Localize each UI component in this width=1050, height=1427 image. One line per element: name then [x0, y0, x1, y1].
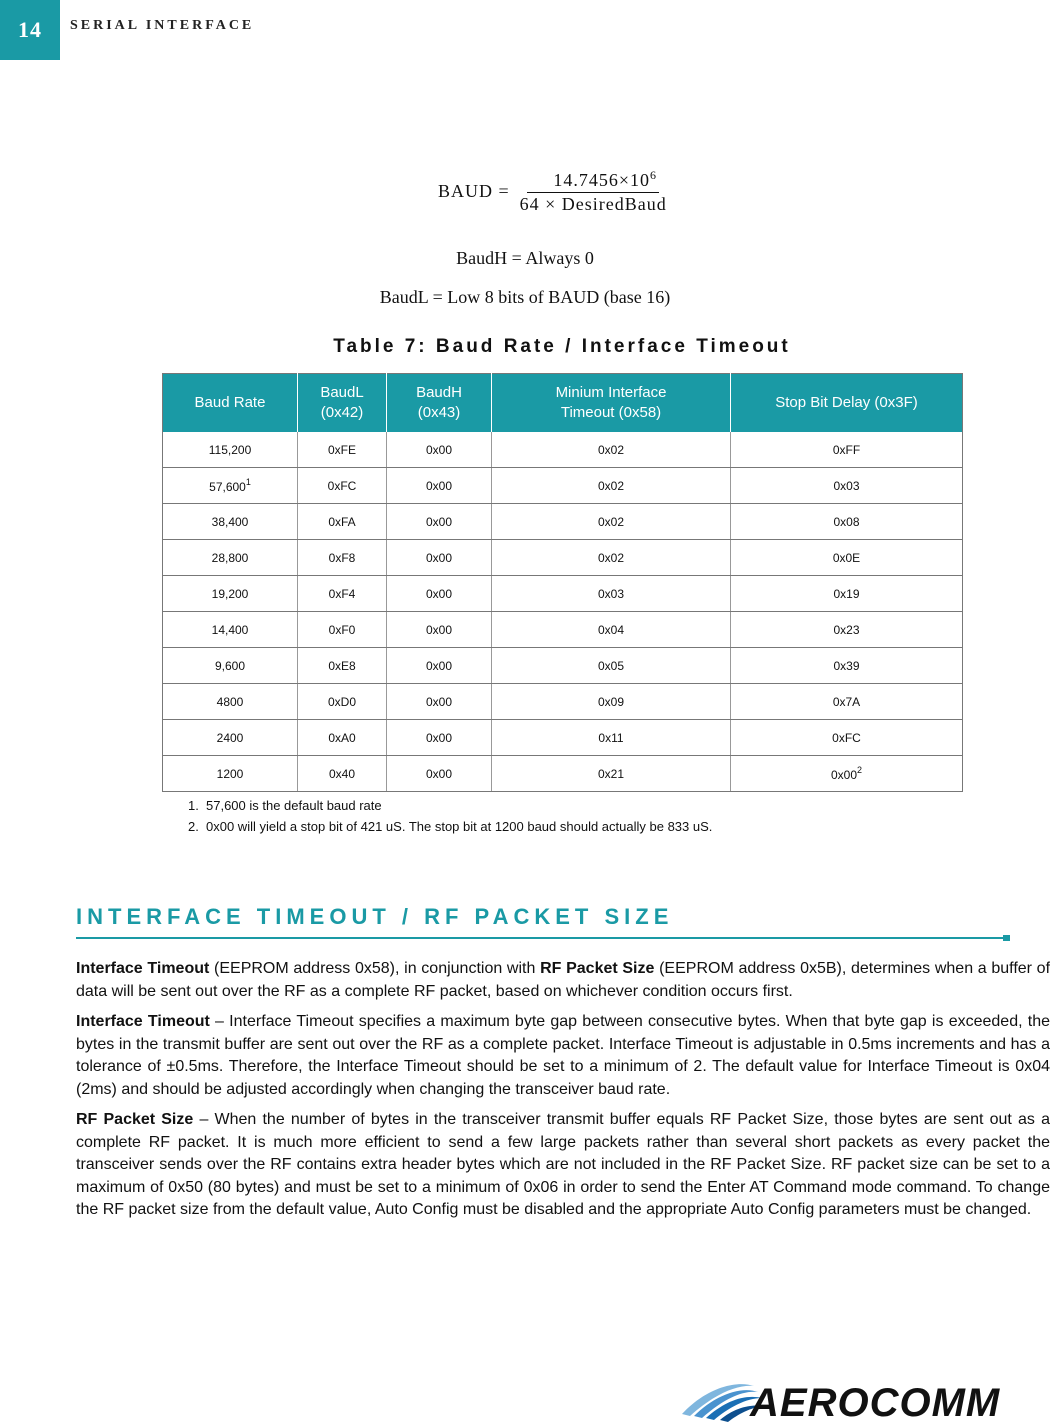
cell-baudh: 0x00 — [387, 684, 492, 720]
cell-baudl: 0xFC — [298, 468, 387, 504]
cell-stop: 0xFF — [731, 432, 963, 468]
cell-baudl: 0xFE — [298, 432, 387, 468]
table-row — [163, 576, 963, 612]
aerocomm-logo-graphic — [676, 1376, 1038, 1422]
term-rf-packet-size: RF Packet Size — [76, 1111, 194, 1128]
cell-baud: 1200 — [163, 756, 298, 792]
cell-baudh: 0x00 — [387, 576, 492, 612]
section-rule — [76, 937, 1006, 939]
paragraph-rf-packet-size: RF Packet Size – When the number of bytes in the transceiver transmit buffer equals RF Packet Size, those bytes are sent out as a complete RF packet. It is much more efficient to send a few large packets rather than several short packets as every packet the transceiver sends over the RF contains extra header bytes which are not included in the RF Packet Size. RF packet size can be set to a maximum of 0x50 (80 bytes) and must be set to a minimum of 0x06 in order to send the Enter AT Command mode command. To change the RF packet size from the default value, Auto Config must be disabled and the appropriate Auto Config parameters must be changed. — [76, 1111, 1050, 1218]
cell-baud: 9,600 — [163, 648, 298, 684]
cell-stop: 0x19 — [731, 576, 963, 612]
cell-baudh: 0x00 — [387, 540, 492, 576]
running-head: SERIAL INTERFACE — [70, 18, 255, 33]
cell-baudl: 0xD0 — [298, 684, 387, 720]
cell-baudl: 0xFA — [298, 504, 387, 540]
baud-formula — [438, 168, 667, 215]
baud-denominator: 64 × DesiredBaud — [519, 194, 667, 214]
cell-timeout: 0x04 — [492, 612, 731, 648]
section-body — [76, 958, 1050, 1230]
cell-baudh: 0x00 — [387, 504, 492, 540]
cell-baudl: 0x40 — [298, 756, 387, 792]
paragraph-interface-timeout: Interface Timeout – Interface Timeout specifies a maximum byte gap between consecutive bytes. When that byte gap is exceeded, the bytes in the transmit buffer are sent out over the RF as a complete packet. Interface Timeout is adjustable in 0.5ms increments and has a tolerance of ±0.5ms. Therefore, the Interface Timeout should be set to a minimum of 2. The default value for Interface Timeout is 0x04 (2ms) and should be adjusted accordingly when changing the transceiver baud rate. — [76, 1013, 1050, 1098]
cell-stop: 0x23 — [731, 612, 963, 648]
cell-timeout: 0x02 — [492, 432, 731, 468]
header-interface-timeout: Minium Interface Timeout (0x58) — [492, 374, 731, 433]
cell-baud: 4800 — [163, 684, 298, 720]
baud-numerator-exponent: 6 — [650, 168, 658, 182]
cell-baudl: 0xF8 — [298, 540, 387, 576]
section-rule-end-marker — [1003, 935, 1010, 941]
cell-baudl: 0xF0 — [298, 612, 387, 648]
cell-baudl: 0xE8 — [298, 648, 387, 684]
cell-baud: 28,800 — [163, 540, 298, 576]
table-footnotes — [188, 795, 712, 837]
footnote: 1. 57,600 is the default baud rate — [188, 798, 382, 813]
cell-baudh: 0x00 — [387, 612, 492, 648]
table-row — [163, 432, 963, 468]
baud-numerator — [527, 168, 659, 193]
cell-baudh: 0x00 — [387, 648, 492, 684]
footnote-marker: 2 — [857, 765, 863, 775]
header-stop-bit-delay: Stop Bit Delay (0x3F) — [731, 374, 963, 433]
cell-timeout: 0x11 — [492, 720, 731, 756]
cell-stop: 0x39 — [731, 648, 963, 684]
cell-stop: 0xFC — [731, 720, 963, 756]
baud-formula-lhs: BAUD = — [438, 181, 510, 201]
paragraph-intro: Interface Timeout (EEPROM address 0x58), in conjunction with RF Packet Size (EEPROM address 0x5B), determines when a buffer of data will be sent out over the RF as a complete RF packet, based on whichever condition occurs first. — [76, 960, 1050, 1000]
table-title: Table 7: Baud Rate / Interface Timeout — [333, 336, 791, 357]
cell-baudl: 0xF4 — [298, 576, 387, 612]
baudh-equation: BaudH = Always 0 — [456, 248, 594, 268]
cell-timeout: 0x21 — [492, 756, 731, 792]
cell-baudh: 0x00 — [387, 432, 492, 468]
header-baudl: BaudL (0x42) — [298, 374, 387, 433]
header-baudh: BaudH (0x43) — [387, 374, 492, 433]
footnote: 2. 0x00 will yield a stop bit of 421 uS. The stop bit at 1200 baud should actually be 833 uS. — [188, 819, 713, 834]
table-row — [163, 720, 963, 756]
cell-baudl: 0xA0 — [298, 720, 387, 756]
table-row — [163, 684, 963, 720]
cell-timeout: 0x05 — [492, 648, 731, 684]
cell-baudh: 0x00 — [387, 720, 492, 756]
table-row — [163, 468, 963, 504]
cell-timeout: 0x02 — [492, 540, 731, 576]
table-header-row — [163, 374, 963, 433]
term-rf-packet-size: RF Packet Size — [540, 960, 655, 977]
cell-baudh: 0x00 — [387, 468, 492, 504]
table-row — [163, 504, 963, 540]
aerocomm-logo — [676, 1376, 1038, 1427]
baud-fraction — [520, 168, 667, 215]
page-number-badge: 14 — [0, 0, 60, 60]
cell-timeout: 0x02 — [492, 504, 731, 540]
cell-baud: 2400 — [163, 720, 298, 756]
cell-stop: 0x03 — [731, 468, 963, 504]
table-row — [163, 756, 963, 792]
term-interface-timeout: Interface Timeout — [76, 960, 210, 977]
cell-timeout: 0x09 — [492, 684, 731, 720]
cell-baud: 38,400 — [163, 504, 298, 540]
table-row — [163, 648, 963, 684]
header-baud-rate: Baud Rate — [163, 374, 298, 433]
table-row — [163, 540, 963, 576]
cell-stop: 0x08 — [731, 504, 963, 540]
baudl-equation: BaudL = Low 8 bits of BAUD (base 16) — [379, 287, 671, 307]
table-row — [163, 612, 963, 648]
cell-stop: 0x0E — [731, 540, 963, 576]
cell-timeout: 0x03 — [492, 576, 731, 612]
cell-baud: 19,200 — [163, 576, 298, 612]
term-interface-timeout: Interface Timeout — [76, 1013, 210, 1030]
logo-wordmark: AEROCOMM — [750, 1381, 1001, 1422]
cell-stop: 0x00$^2$ — [731, 756, 963, 792]
section-heading: INTERFACE TIMEOUT / RF PACKET SIZE — [76, 904, 674, 929]
baud-numerator-base: 14.7456×10 — [553, 170, 651, 190]
footnote-marker: 1 — [245, 477, 251, 487]
baud-rate-table — [162, 373, 963, 792]
cell-stop: 0x7A — [731, 684, 963, 720]
cell-baud: 57,600$^1$ — [163, 468, 298, 504]
cell-baud: 115,200 — [163, 432, 298, 468]
cell-baudh: 0x00 — [387, 756, 492, 792]
cell-baud: 14,400 — [163, 612, 298, 648]
cell-timeout: 0x02 — [492, 468, 731, 504]
